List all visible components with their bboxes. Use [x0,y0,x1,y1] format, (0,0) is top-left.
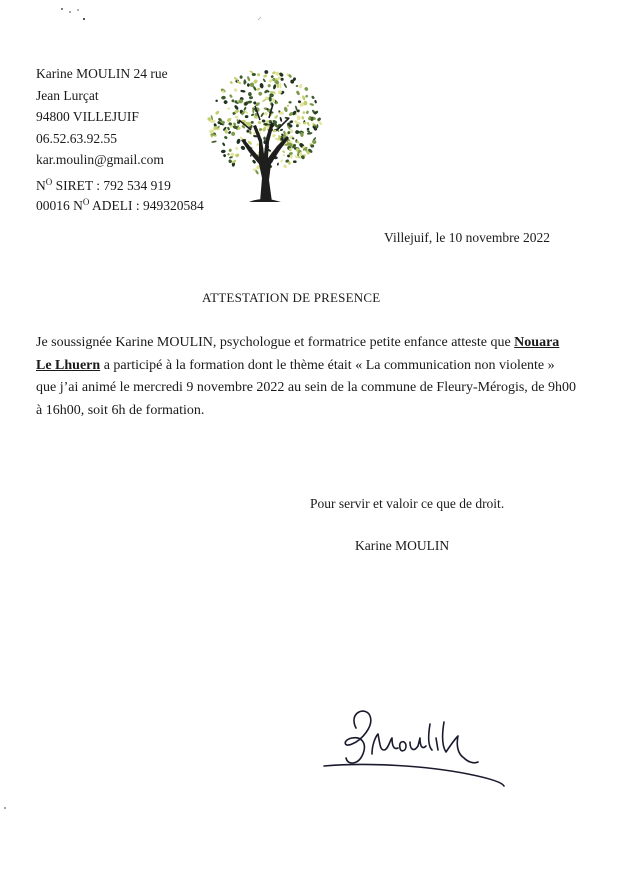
tree-leaf [301,116,304,120]
tree-leaf [280,159,283,163]
sender-address-line2: Jean Lurçat [36,87,99,103]
tree-leaf [311,95,315,99]
tree-leaf [259,128,263,131]
tree-leaf [223,100,228,105]
tree-leaf [228,159,232,163]
siret-sup: O [45,176,53,187]
tree-leaf [279,83,281,88]
tree-leaf [306,110,309,114]
tree-leaf [253,131,256,135]
adeli-number: ADELI : 949320584 [89,197,204,213]
date-line: Villejuif, le 10 novembre 2022 [384,230,551,245]
tree-leaf [288,101,292,104]
tree-leaf [303,101,307,106]
tree-leaf [274,115,279,120]
tree-leaf [262,78,266,83]
tree-leaf [317,117,322,122]
tree-leaf [215,99,218,102]
tree-leaf [299,84,303,89]
tree-leaf [211,134,216,136]
tree-leaf [314,100,317,104]
tree-leaf [283,83,287,89]
adeli-prefix: N [73,197,83,213]
tree-leaf [296,115,300,120]
tree-leaf [262,126,267,132]
participant-name: Nouara Le Lhuern [36,335,560,373]
tree-leaf [253,79,258,85]
tree-leaf [272,71,276,75]
tree-icon [203,60,328,205]
tree-leaf [307,132,313,135]
tree-leaf [259,83,264,89]
tree-leaf [252,73,256,76]
tree-leaf [283,106,288,112]
tree-leaf [239,75,242,79]
tree-leaf [223,154,226,158]
tree-roots [249,199,281,202]
tree-leaf [296,90,301,96]
tree-leaf [275,71,280,76]
tree-leaf [264,112,269,116]
tree-leaf [305,94,309,98]
tree-leaf [240,90,246,93]
tree-leaf [231,132,235,137]
tree-leaf [257,73,260,76]
tree-leaf [236,138,241,144]
tree-leaf [245,115,249,118]
tree-leaf [272,133,277,138]
document-title: ATTESTATION DE PRESENCE [202,290,381,305]
body-text-part2: a participé à la formation dont le thème était « La communication non violente » que j’ai animé le mercredi 9 novembre 2022 au sein de la commune de Fleury-Mérogis, de 9h00 à 16h00, soit 6h de formation. [36,357,576,418]
tree-leaf [298,100,302,103]
tree-leaf [282,154,285,156]
tree-leaf [211,140,217,143]
tree-leaf [262,119,266,122]
tree-leaf [289,155,293,159]
tree-leaf [235,146,239,150]
tree-leaf [286,104,289,107]
tree-leaf [234,115,239,119]
tree-leaf [277,162,279,165]
tree-leaf [224,135,228,139]
tree-leaf [234,104,240,110]
sender-phone: 06.52.63.92.55 [36,130,117,146]
tree-leaf [221,150,226,154]
body-text-part1: Je soussignée Karine MOULIN, psychologue et formatrice petite enfance atteste que [36,335,515,350]
tree-leaf [316,124,318,128]
tree-leaf [280,78,283,81]
sender-postal-city: 94800 VILLEJUIF [36,109,139,124]
tree-leaf [280,128,284,131]
tree-leaf [283,164,288,169]
tree-leaf [227,153,230,156]
attestation-paragraph [36,332,576,422]
tree-leaf [233,88,238,93]
tree-leaf [258,91,263,96]
tree-leaf [309,103,314,107]
tree-leaf [304,86,309,91]
sender-address-line1: Karine MOULIN 24 rue [36,66,168,81]
tree-leaf [263,74,268,78]
tree-leaf [227,107,230,110]
tree-leaf [221,96,226,100]
tree-leaf [302,111,306,115]
tree-leaf [293,160,297,163]
tree-leaf [273,84,277,90]
tree-leaf [222,142,226,146]
tree-leaf [229,94,233,98]
tree-leaf [228,148,232,152]
sender-email: kar.moulin@gmail.com [36,152,164,167]
tree-leaf [246,76,250,82]
siret-number: SIRET : 792 534 919 00016 [36,177,171,213]
sender-registration [36,174,206,214]
tree-leaf [226,117,232,123]
tree-leaf [290,129,293,133]
tree-leaf [249,96,253,100]
tree-leaf [256,87,260,91]
tree-leaf [228,131,232,135]
siret-prefix: N [36,177,46,193]
tree-leaf [311,139,317,145]
signer-name: Karine MOULIN [355,538,450,553]
closing-formula: Pour servir et valoir ce que de droit. [310,496,505,511]
tree-leaf [268,78,273,83]
tree-leaf [262,98,267,102]
sender-block [36,63,206,214]
tree-leaf [267,84,271,88]
tree-leaf [282,150,286,154]
tree-leaf [318,121,323,126]
tree-leaf [235,153,240,157]
tree-leaf [260,112,264,118]
tree-leaf [301,95,305,101]
tree-leaf [229,80,233,84]
tree-leaf [306,121,310,126]
tree-leaf [263,136,266,140]
tree-leaf [264,70,268,74]
tree-leaf [231,99,234,102]
attestation-body [36,332,576,422]
tree-leaf [296,85,299,87]
tree-leaf [247,83,250,87]
tree-leaf [215,110,220,115]
tree-leaf [243,106,247,111]
tree-leaf [230,152,235,157]
adeli-sup: O [82,196,90,207]
tree-leaf [251,113,255,116]
tree-leaf [243,79,246,85]
handwritten-signature-icon [318,700,508,795]
tree-leaf [257,121,261,125]
tree-leaf [279,117,282,122]
tree-leaf [248,92,253,97]
